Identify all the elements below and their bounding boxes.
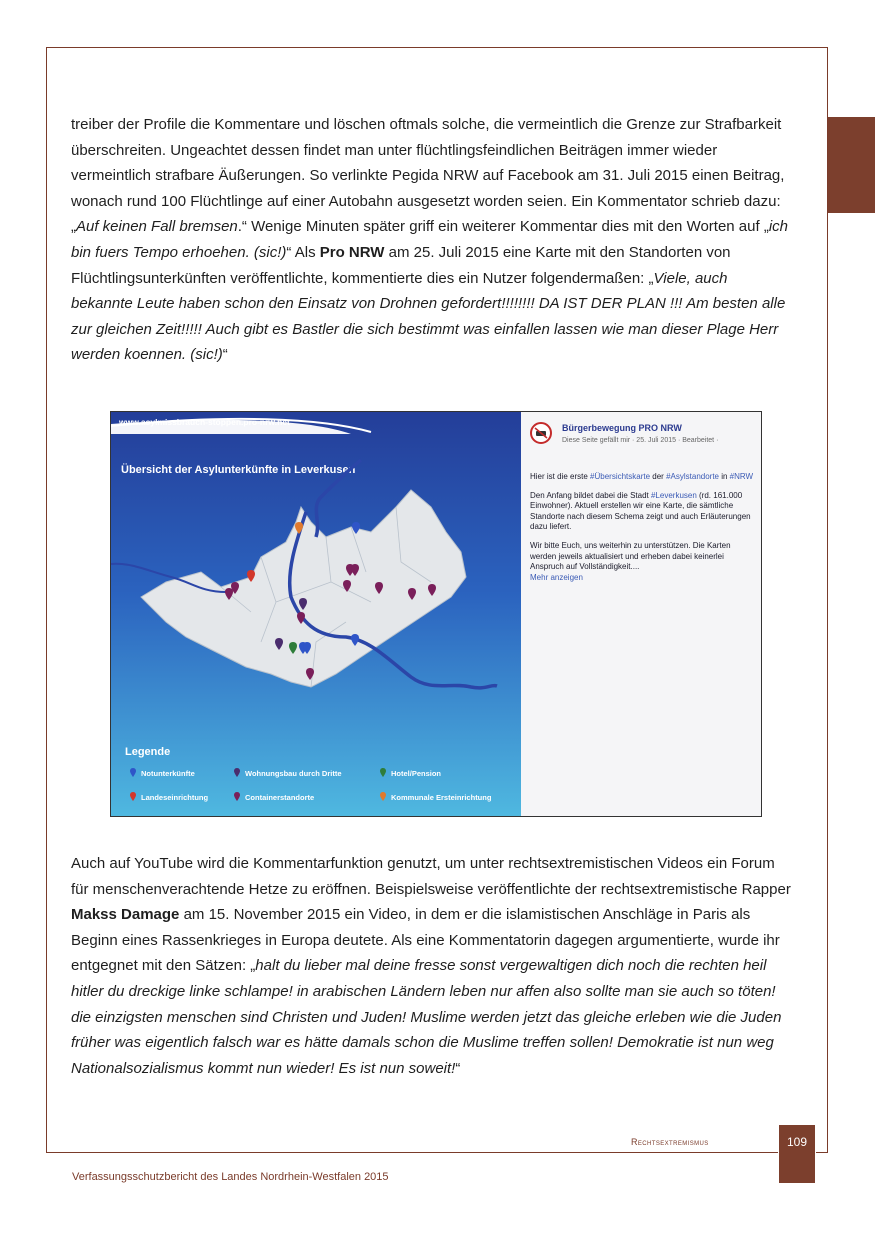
map-title: Übersicht der Asylunterkünfte in Leverkusen: [121, 464, 356, 476]
hashtag: #Asylstandorte: [666, 472, 719, 481]
text: treiber der Profile die Kommentare und löschen oftmals solche, die vermeintlich die Grenze zur Strafbarkeit überschreiten. Ungeachtet dessen findet man unter flüchtlingsfeindlichen Beiträgen immer wieder vermeintlich strafbare Äußerungen. So verlinkte Pegida NRW auf Facebook am 31. Juli 2015 einen Beitrag, wonach rund 100 Flüchtlinge auf einer Autobahn ausgesetzt worden seien. Ein Kommentator schrieb dazu: „: [71, 116, 785, 236]
hashtag: #Übersichtskarte: [590, 472, 651, 481]
text: Wir bitte Euch, uns weiterhin zu unterstützen. Die Karten werden jeweils aktualisiert und erheben dabei keinerlei Anspruch auf Vollständigkeit....: [530, 540, 731, 572]
legend-title: Legende: [125, 746, 171, 758]
text: Den Anfang bildet dabei die Stadt: [530, 490, 651, 500]
legend-label: Landeseinrichtung: [141, 793, 209, 802]
text: (rd. 161.000 Einwohner). Aktuell erstellen wir eine Karte, die sämtliche Standorte nach diesem Schema zeigt und auch Erläuterungen dazu liefert.: [530, 490, 751, 532]
legend-label: Containerstandorte: [245, 793, 315, 802]
more-link: Mehr anzeigen: [530, 572, 583, 582]
quote: Auf keinen Fall bremsen: [76, 218, 238, 236]
text: .“ Wenige Minuten später griff ein weiterer Kommentar dies mit den Worten auf „: [237, 218, 769, 236]
paragraph-youtube: [71, 851, 793, 1081]
page-avatar: [530, 422, 552, 444]
facebook-post: [521, 412, 761, 816]
hashtag: #NRW: [729, 472, 754, 481]
post-paragraph: [530, 491, 756, 533]
text: am 15. November 2015 ein Video, in dem er die islamistischen Anschläge in Paris als Beginn eines Rassenkrieges in Europa deutete. Als eine Kommentatorin dagegen argumentierte, wurde ihr entgegnet mit den Sätzen: „: [71, 906, 780, 975]
legend-label: Hotel/Pension: [391, 769, 442, 778]
post-paragraph: [530, 541, 756, 583]
map-url: www.asylmissbrauch-stoppen.pro-nrw.net: [119, 417, 290, 427]
facebook-post-figure: [110, 411, 762, 817]
post-body: [530, 472, 756, 591]
quote: halt du lieber mal deine fresse sonst vergewaltigen dich noch die rechten heil hitler du dreckige linke schlampe! in arabischen Ländern leben nur affen also sollte man sie auch so töten! die einzigsten menschen sind Christen und Juden! Muslime werden jetzt das gleiche erleben wie die Juden früher was eigentlich falsch war es hätte damals schon die Muslime treffen sollen! Demokratie ist nun weg Nationalsozialismus kommt nun wieder! Es ist nun soweit!: [71, 957, 782, 1077]
paragraph-pro-nrw: [71, 112, 793, 368]
post-paragraph: [530, 472, 756, 483]
text: “: [222, 346, 228, 364]
post-header: [530, 422, 755, 454]
text: “ Als: [286, 243, 320, 261]
text: Hier ist die erste: [530, 472, 591, 481]
quote: ich bin fuers Tempo erhoehen. (sic!): [71, 218, 789, 261]
page-number: 109: [779, 1125, 815, 1183]
quote: Viele, auch bekannte Leute haben schon den Einsatz von Drohnen gefordert!!!!!!!! DA IST DER PLAN !!! Am besten alle zur gleichen Zeit!!!!! Auch gibt es Bastler die sich bestimmt was einfallen lassen wie man dieser Plage Herr werden koennen. (sic!): [71, 269, 786, 364]
text: Auch auf YouTube wird die Kommentarfunktion genutzt, um unter rechtsextremistischen Videos ein Forum für menschenverachtende Hetze zu eröffnen. Beispielsweise veröffentlichte der rechtsextremistische Rapper: [71, 855, 791, 898]
post-meta: Diese Seite gefällt mir · 25. Juli 2015 · Bearbeitet ·: [562, 437, 719, 444]
hashtag: #Leverkusen: [650, 490, 697, 500]
text: am 25. Juli 2015 eine Karte mit den Standorten von Flüchtlingsunterkünften veröffentlichte, kommentierte dies ein Nutzer folgendermaßen: „: [71, 243, 731, 287]
legend-label: Notunterkünfte: [141, 769, 195, 778]
footer-title: Verfassungsschutzbericht des Landes Nordrhein-Westfalen 2015: [72, 1171, 389, 1183]
leverkusen-map-image: [111, 412, 521, 816]
no-entry-icon: [534, 427, 548, 439]
legend-label: Wohnungsbau durch Dritte: [245, 769, 342, 778]
text: der: [650, 472, 667, 481]
person-name: Makss Damage: [71, 906, 180, 924]
org-name: Pro NRW: [319, 243, 385, 261]
chapter-tab: [828, 117, 875, 213]
text: “: [455, 1059, 461, 1077]
page-name: Bürgerbewegung PRO NRW: [562, 423, 682, 433]
legend-label: Kommunale Ersteinrichtung: [391, 793, 492, 802]
section-title: Rechtsextremismus: [631, 1137, 709, 1147]
text: in: [719, 472, 730, 481]
